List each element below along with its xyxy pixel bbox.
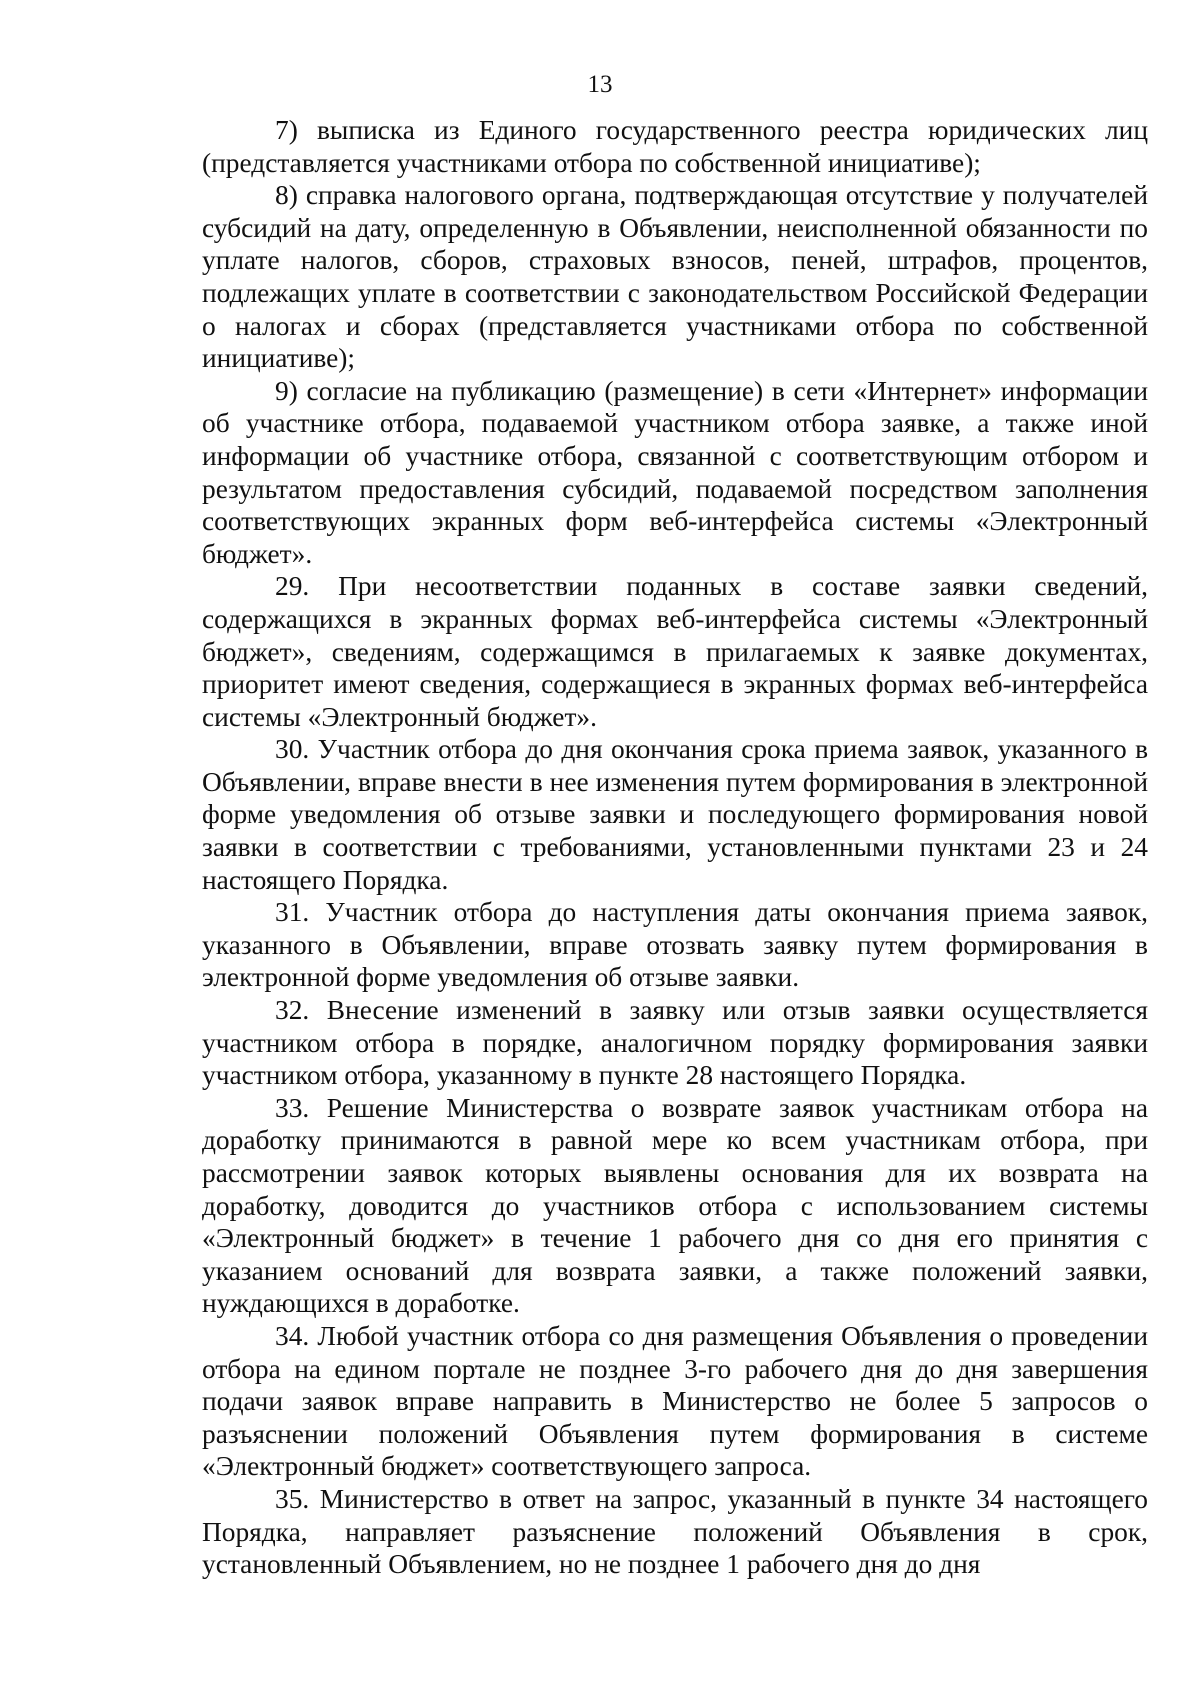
page-number: 13 — [587, 71, 613, 98]
paragraph-clause-33: 33. Решение Министерства о возврате заявок участникам отбора на доработку принимаются в равной мере ко всем участникам отбора, при рассмотрении заявок которых выявлены основания для их возврата на доработку, доводится до участников отбора с использованием системы «Электронный бюджет» в течение 1 рабочего дня со дня его принятия с указанием оснований для возврата заявки, а также положений заявки, нуждающихся в доработке. — [202, 1092, 1148, 1319]
document-body — [202, 114, 1148, 1581]
paragraph-clause-35: 35. Министерство в ответ на запрос, указанный в пункте 34 настоящего Порядка, направляет разъяснение положений Объявления в срок, установленный Объявлением, но не позднее 1 рабочего дня до дня — [202, 1483, 1148, 1580]
paragraph-clause-32: 32. Внесение изменений в заявку или отзыв заявки осуществляется участником отбора в порядке, аналогичном порядку формирования заявки участником отбора, указанному в пункте 28 настоящего Порядка. — [202, 995, 1148, 1091]
paragraph-item-9: 9) согласие на публикацию (размещение) в сети «Интернет» информации об участнике отбора, подаваемой участником отбора заявке, а также иной информации об участнике отбора, связанной с соответствующим отбором и результатом предоставления субсидий, подаваемой посредством заполнения соответствующих экранных форм веб-интерфейса системы «Электронный бюджет». — [202, 375, 1148, 569]
paragraph-clause-34: 34. Любой участник отбора со дня размещения Объявления о проведении отбора на едином портале не позднее 3-го рабочего дня до дня завершения подачи заявок вправе направить в Министерство не более 5 запросов о разъяснении положений Объявления путем формирования в системе «Электронный бюджет» соответствующего запроса. — [202, 1320, 1148, 1482]
paragraph-item-8: 8) справка налогового органа, подтверждающая отсутствие у получателей субсидий на дату, определенную в Объявлении, неисполненной обязанности по уплате налогов, сборов, страховых взносов, пеней, штрафов, процентов, подлежащих уплате в соответствии с законодательством Российской Федерации о налогах и сборах (представляется участниками отбора по собственной инициативе); — [202, 180, 1148, 374]
paragraph-clause-31: 31. Участник отбора до наступления даты окончания приема заявок, указанного в Объявлении, вправе отозвать заявку путем формирования в электронной форме уведомления об отзыве заявки. — [202, 897, 1148, 993]
paragraph-clause-30: 30. Участник отбора до дня окончания срока приема заявок, указанного в Объявлении, вправе внести в нее изменения путем формирования в электронной форме уведомления об отзыве заявки и последующего формирования новой заявки в соответствии с требованиями, установленными пунктами 23 и 24 настоящего Порядка. — [202, 734, 1148, 895]
paragraph-item-7: 7) выписка из Единого государственного реестра юридических лиц (представляется участниками отбора по собственной инициативе); — [202, 115, 1148, 178]
paragraph-clause-29: 29. При несоответствии поданных в составе заявки сведений, содержащихся в экранных формах веб-интерфейса системы «Электронный бюджет», сведениям, содержащимся в прилагаемых к заявке документах, приоритет имеют сведения, содержащиеся в экранных формах веб-интерфейса системы «Электронный бюджет». — [202, 571, 1148, 732]
